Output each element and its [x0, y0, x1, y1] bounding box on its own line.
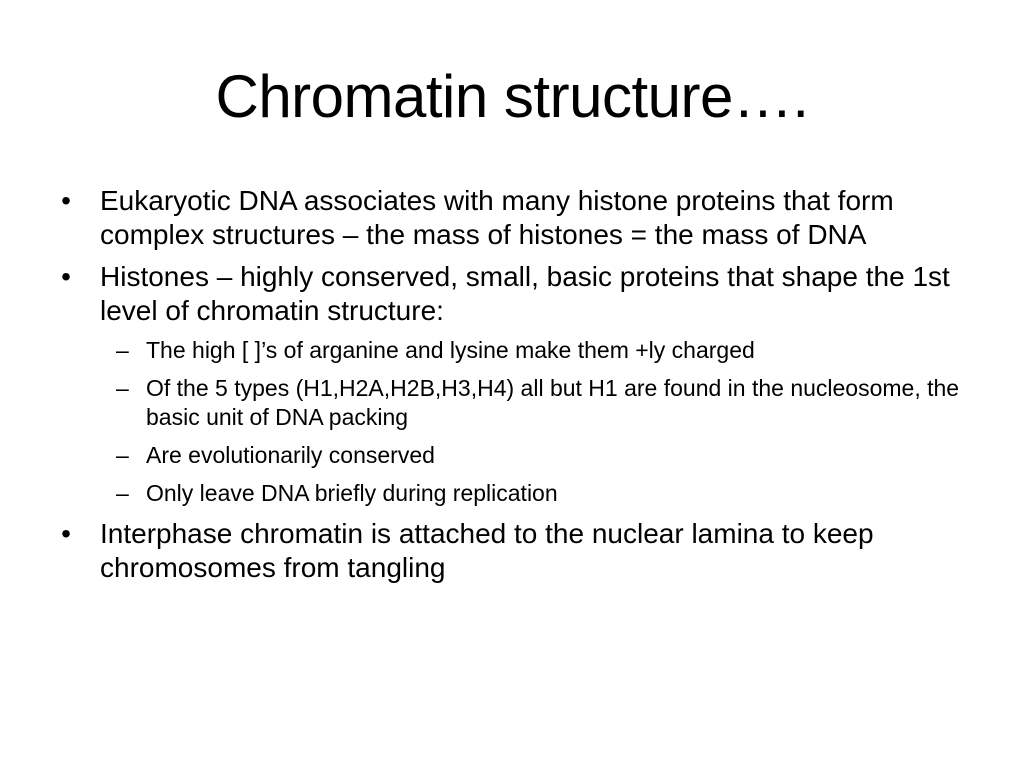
bullet-icon: • [61, 185, 71, 216]
sub-bullet-item [56, 441, 976, 470]
dash-icon: – [116, 375, 129, 401]
bullet-icon: • [61, 261, 71, 292]
bullet-text: Eukaryotic DNA associates with many histone proteins that form complex structures – the mass of histones = the mass of DNA [100, 185, 894, 250]
dash-icon: – [116, 480, 129, 506]
dash-icon: – [116, 442, 129, 468]
bullet-text: Interphase chromatin is attached to the nuclear lamina to keep chromosomes from tangling [100, 518, 874, 583]
sub-bullet-item [56, 336, 976, 365]
sub-bullet-text: The high [ ]’s of arganine and lysine make them +ly charged [146, 337, 755, 363]
bullet-text: Histones – highly conserved, small, basic proteins that shape the 1st level of chromatin structure: [100, 261, 950, 326]
slide-title: Chromatin structure…. [215, 63, 809, 130]
dash-icon: – [116, 337, 129, 363]
sub-bullet-item [56, 479, 976, 508]
bullet-item [56, 260, 976, 328]
bullet-item [56, 517, 976, 585]
sub-bullet-text: Are evolutionarily conserved [146, 442, 435, 468]
sub-bullet-text: Only leave DNA briefly during replication [146, 480, 558, 506]
bullet-item [56, 184, 976, 252]
sub-bullet-text: Of the 5 types (H1,H2A,H2B,H3,H4) all but H1 are found in the nucleosome, the basic unit of DNA packing [146, 375, 960, 430]
sub-bullet-item [56, 374, 976, 432]
slide-body [56, 184, 976, 593]
sub-bullet-list [56, 336, 976, 508]
bullet-icon: • [61, 518, 71, 549]
